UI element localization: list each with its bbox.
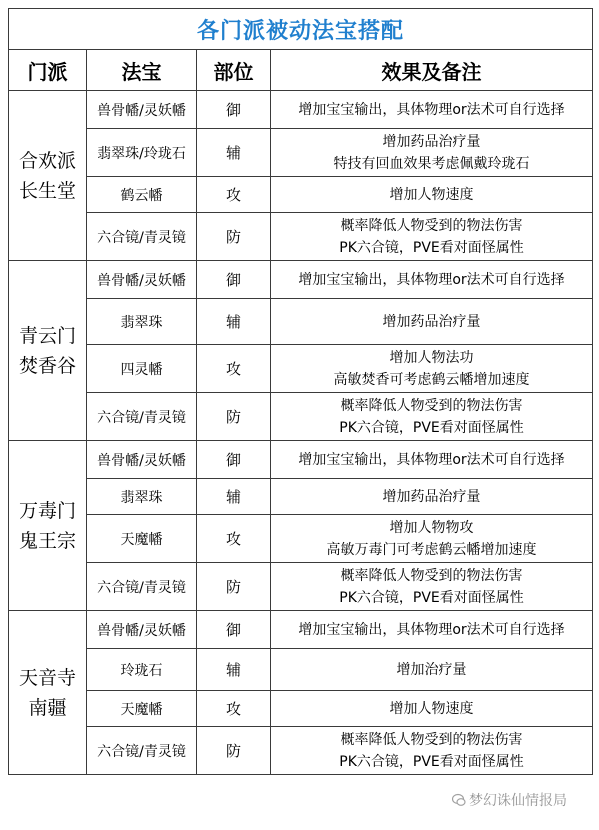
effect-cell — [271, 261, 593, 299]
chat-bubble-icon — [452, 793, 466, 807]
sect-cell — [9, 611, 87, 775]
effect-line: 增加宝宝输出，具体物理or法术可自行选择 — [298, 101, 565, 118]
slot-cell: 御 — [197, 441, 271, 479]
effect-cell — [271, 727, 593, 775]
watermark — [452, 790, 567, 810]
effect-line: PK六合镜，PVE看对面怪属性 — [339, 589, 524, 606]
sect-name: 合欢派 — [18, 149, 76, 172]
effect-cell — [271, 479, 593, 515]
effect-line: 增加宝宝输出，具体物理or法术可自行选择 — [298, 451, 565, 468]
slot-cell: 辅 — [197, 299, 271, 345]
slot-cell: 御 — [197, 261, 271, 299]
treasure-cell: 天魔幡 — [87, 515, 197, 563]
effect-line: 增加药品治疗量 — [382, 313, 481, 330]
slot-cell: 辅 — [197, 479, 271, 515]
effect-line: 增加人物物攻 — [389, 519, 474, 536]
watermark-text: 梦幻诛仙情报局 — [469, 793, 567, 809]
effect-cell — [271, 441, 593, 479]
slot-cell: 防 — [197, 563, 271, 611]
effect-cell — [271, 563, 593, 611]
sect-name: 天音寺 — [18, 666, 76, 689]
treasure-cell: 翡翠珠/玲珑石 — [87, 129, 197, 177]
header-treasure: 法宝 — [87, 50, 197, 91]
treasure-cell: 兽骨幡/灵妖幡 — [87, 441, 197, 479]
table-row — [9, 345, 593, 393]
table-row — [9, 611, 593, 649]
effect-cell — [271, 691, 593, 727]
table-row — [9, 727, 593, 775]
table-row — [9, 479, 593, 515]
header-slot: 部位 — [197, 50, 271, 91]
slot-cell: 御 — [197, 611, 271, 649]
effect-line: PK六合镜，PVE看对面怪属性 — [339, 239, 524, 256]
slot-cell: 攻 — [197, 691, 271, 727]
effect-cell — [271, 129, 593, 177]
effect-cell — [271, 213, 593, 261]
slot-cell: 御 — [197, 91, 271, 129]
table-row — [9, 649, 593, 691]
effect-line: 高敏万毒门可考虑鹤云幡增加速度 — [326, 541, 537, 558]
effect-line: 增加人物速度 — [389, 700, 474, 717]
sect-name: 焚香谷 — [18, 354, 76, 377]
effect-line: 增加人物法功 — [389, 349, 474, 366]
effect-line: 概率降低人物受到的物法伤害 — [340, 731, 523, 748]
header-effect: 效果及备注 — [271, 50, 593, 91]
effect-cell — [271, 515, 593, 563]
header-sect: 门派 — [9, 50, 87, 91]
treasure-cell: 玲珑石 — [87, 649, 197, 691]
treasure-table — [8, 8, 593, 775]
effect-line: 概率降低人物受到的物法伤害 — [340, 567, 523, 584]
table-row — [9, 261, 593, 299]
slot-cell: 攻 — [197, 177, 271, 213]
table-row — [9, 129, 593, 177]
header-row — [9, 50, 593, 91]
sect-name: 南疆 — [28, 696, 67, 719]
effect-cell — [271, 649, 593, 691]
effect-cell — [271, 91, 593, 129]
effect-line: PK六合镜，PVE看对面怪属性 — [339, 419, 524, 436]
table-row — [9, 393, 593, 441]
slot-cell: 攻 — [197, 345, 271, 393]
slot-cell: 辅 — [197, 649, 271, 691]
table-row — [9, 515, 593, 563]
effect-cell — [271, 299, 593, 345]
treasure-cell: 六合镜/青灵镜 — [87, 727, 197, 775]
treasure-cell: 鹤云幡 — [87, 177, 197, 213]
slot-cell: 攻 — [197, 515, 271, 563]
effect-line: 特技有回血效果考虑佩戴玲珑石 — [333, 155, 530, 172]
treasure-cell: 天魔幡 — [87, 691, 197, 727]
effect-line: 概率降低人物受到的物法伤害 — [340, 397, 523, 414]
slot-cell: 防 — [197, 727, 271, 775]
sect-name: 鬼王宗 — [18, 529, 76, 552]
sect-cell — [9, 261, 87, 441]
sect-name: 万毒门 — [18, 499, 76, 522]
treasure-cell: 翡翠珠 — [87, 479, 197, 515]
effect-line: 概率降低人物受到的物法伤害 — [340, 217, 523, 234]
table-row — [9, 563, 593, 611]
table-row — [9, 213, 593, 261]
effect-line: 增加宝宝输出，具体物理or法术可自行选择 — [298, 271, 565, 288]
table-row — [9, 299, 593, 345]
treasure-cell: 兽骨幡/灵妖幡 — [87, 91, 197, 129]
effect-cell — [271, 345, 593, 393]
treasure-cell: 六合镜/青灵镜 — [87, 563, 197, 611]
slot-cell: 防 — [197, 393, 271, 441]
table-row — [9, 91, 593, 129]
table-row — [9, 691, 593, 727]
effect-cell — [271, 393, 593, 441]
effect-cell — [271, 177, 593, 213]
sect-name: 长生堂 — [18, 179, 76, 202]
effect-line: 增加宝宝输出，具体物理or法术可自行选择 — [298, 621, 565, 638]
table-row — [9, 441, 593, 479]
effect-line: 高敏焚香可考虑鹤云幡增加速度 — [333, 371, 530, 388]
effect-line: 增加药品治疗量 — [382, 488, 481, 505]
slot-cell: 防 — [197, 213, 271, 261]
treasure-cell: 兽骨幡/灵妖幡 — [87, 261, 197, 299]
sect-cell — [9, 441, 87, 611]
table-body — [9, 9, 593, 775]
treasure-cell: 兽骨幡/灵妖幡 — [87, 611, 197, 649]
effect-line: 增加药品治疗量 — [382, 133, 481, 150]
treasure-cell: 六合镜/青灵镜 — [87, 393, 197, 441]
effect-cell — [271, 611, 593, 649]
effect-line: 增加人物速度 — [389, 186, 474, 203]
table-row — [9, 177, 593, 213]
effect-line: 增加治疗量 — [396, 661, 467, 678]
treasure-cell: 翡翠珠 — [87, 299, 197, 345]
effect-line: PK六合镜，PVE看对面怪属性 — [339, 753, 524, 770]
sect-cell — [9, 91, 87, 261]
slot-cell: 辅 — [197, 129, 271, 177]
sect-name: 青云门 — [18, 324, 76, 347]
treasure-cell: 六合镜/青灵镜 — [87, 213, 197, 261]
treasure-cell: 四灵幡 — [87, 345, 197, 393]
table-title: 各门派被动法宝搭配 — [9, 9, 593, 50]
